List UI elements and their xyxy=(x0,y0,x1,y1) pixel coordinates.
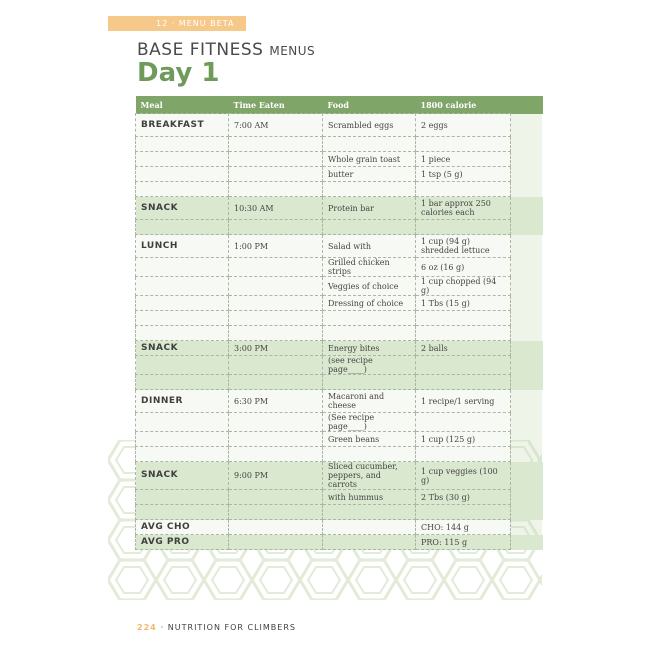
meal-cell xyxy=(136,490,229,505)
food-cell xyxy=(323,326,416,341)
amount-cell xyxy=(416,137,511,152)
food-cell xyxy=(323,505,416,520)
extra-cell xyxy=(511,341,543,356)
meal-cell: SNACK xyxy=(136,341,229,356)
table-row xyxy=(136,413,543,432)
meal-cell xyxy=(136,296,229,311)
table-row xyxy=(136,152,543,167)
extra-cell xyxy=(511,296,543,311)
meal-cell xyxy=(136,375,229,390)
amount-cell: 1 tsp (5 g) xyxy=(416,167,511,182)
time-cell xyxy=(229,447,323,462)
amount-cell xyxy=(416,375,511,390)
table-row xyxy=(136,490,543,505)
food-cell xyxy=(323,182,416,197)
food-cell: Green beans xyxy=(323,432,416,447)
food-cell: Protein bar xyxy=(323,197,416,220)
extra-cell xyxy=(511,356,543,375)
food-cell: Veggies of choice xyxy=(323,277,416,296)
extra-cell xyxy=(511,182,543,197)
time-cell xyxy=(229,167,323,182)
extra-cell xyxy=(511,413,543,432)
amount-cell: 1 cup chopped (94 g) xyxy=(416,277,511,296)
food-cell: Macaroni and cheese xyxy=(323,390,416,413)
food-cell: (See recipe page____) xyxy=(323,413,416,432)
table-row xyxy=(136,296,543,311)
extra-cell xyxy=(511,311,543,326)
food-cell: (see recipe page____) xyxy=(323,356,416,375)
time-cell xyxy=(229,296,323,311)
extra-cell xyxy=(511,390,543,413)
table-row xyxy=(136,326,543,341)
meal-cell xyxy=(136,182,229,197)
table-row xyxy=(136,356,543,375)
time-cell xyxy=(229,258,323,277)
time-cell xyxy=(229,413,323,432)
page-number: 224 xyxy=(137,623,157,632)
table-row xyxy=(136,535,543,550)
food-cell xyxy=(323,535,416,550)
day-title: Day 1 xyxy=(137,58,220,88)
table-header-row xyxy=(136,96,543,114)
amount-cell: 1 cup (94 g) shredded lettuce xyxy=(416,235,511,258)
table-row xyxy=(136,311,543,326)
meal-cell xyxy=(136,326,229,341)
page-footer xyxy=(137,623,296,632)
table-body xyxy=(136,114,543,550)
table-row xyxy=(136,235,543,258)
food-cell xyxy=(323,520,416,535)
amount-cell: 2 balls xyxy=(416,341,511,356)
header-extra xyxy=(511,96,543,114)
meal-cell: SNACK xyxy=(136,462,229,490)
extra-cell xyxy=(511,277,543,296)
meal-cell: LUNCH xyxy=(136,235,229,258)
time-cell xyxy=(229,152,323,167)
meal-cell xyxy=(136,413,229,432)
time-cell: 7:00 AM xyxy=(229,114,323,137)
amount-cell: 1 cup (125 g) xyxy=(416,432,511,447)
extra-cell xyxy=(511,167,543,182)
header-food: Food xyxy=(323,96,416,114)
time-cell xyxy=(229,220,323,235)
meal-cell xyxy=(136,152,229,167)
time-cell xyxy=(229,356,323,375)
header-meal: Meal xyxy=(136,96,229,114)
extra-cell xyxy=(511,326,543,341)
header-calorie: 1800 calorie xyxy=(416,96,511,114)
amount-cell: 2 eggs xyxy=(416,114,511,137)
food-cell: Sliced cucumber, peppers, and carrots xyxy=(323,462,416,490)
extra-cell xyxy=(511,535,543,550)
menu-table xyxy=(135,96,543,550)
food-cell xyxy=(323,311,416,326)
time-cell xyxy=(229,375,323,390)
time-cell xyxy=(229,311,323,326)
food-cell xyxy=(323,220,416,235)
time-cell xyxy=(229,505,323,520)
amount-cell xyxy=(416,447,511,462)
meal-cell xyxy=(136,356,229,375)
food-cell xyxy=(323,137,416,152)
extra-cell xyxy=(511,137,543,152)
extra-cell xyxy=(511,114,543,137)
food-cell xyxy=(323,375,416,390)
amount-cell xyxy=(416,220,511,235)
time-cell: 3:00 PM xyxy=(229,341,323,356)
header-time: Time Eaten xyxy=(229,96,323,114)
amount-cell xyxy=(416,326,511,341)
table-row xyxy=(136,277,543,296)
meal-cell xyxy=(136,137,229,152)
time-cell xyxy=(229,520,323,535)
table-row xyxy=(136,167,543,182)
time-cell xyxy=(229,182,323,197)
time-cell xyxy=(229,137,323,152)
meal-cell xyxy=(136,447,229,462)
food-cell xyxy=(323,447,416,462)
meal-cell: AVG PRO xyxy=(136,535,229,550)
heading-prefix: BASE FITNESS xyxy=(137,40,264,60)
meal-cell xyxy=(136,167,229,182)
amount-cell: 2 Tbs (30 g) xyxy=(416,490,511,505)
amount-cell xyxy=(416,182,511,197)
extra-cell xyxy=(511,462,543,490)
extra-cell xyxy=(511,235,543,258)
table-row xyxy=(136,390,543,413)
table-row xyxy=(136,182,543,197)
food-cell: with hummus xyxy=(323,490,416,505)
time-cell: 6:30 PM xyxy=(229,390,323,413)
amount-cell: 1 piece xyxy=(416,152,511,167)
extra-cell xyxy=(511,490,543,505)
table-row xyxy=(136,462,543,490)
table-row xyxy=(136,520,543,535)
extra-cell xyxy=(511,447,543,462)
extra-cell xyxy=(511,375,543,390)
time-cell: 9:00 PM xyxy=(229,462,323,490)
table-row xyxy=(136,341,543,356)
meal-cell: DINNER xyxy=(136,390,229,413)
meal-cell xyxy=(136,258,229,277)
food-cell: Salad with xyxy=(323,235,416,258)
time-cell xyxy=(229,535,323,550)
food-cell: Whole grain toast xyxy=(323,152,416,167)
meal-cell xyxy=(136,220,229,235)
meal-cell xyxy=(136,432,229,447)
time-cell: 1:00 PM xyxy=(229,235,323,258)
heading-suffix: MENUS xyxy=(269,44,316,58)
food-cell: butter xyxy=(323,167,416,182)
amount-cell xyxy=(416,311,511,326)
table-row xyxy=(136,220,543,235)
food-cell: Scrambled eggs xyxy=(323,114,416,137)
book-title: · NUTRITION FOR CLIMBERS xyxy=(160,623,296,632)
extra-cell xyxy=(511,520,543,535)
amount-cell: 6 oz (16 g) xyxy=(416,258,511,277)
table-row xyxy=(136,114,543,137)
menu-heading xyxy=(137,40,315,60)
amount-cell: PRO: 115 g xyxy=(416,535,511,550)
meal-cell xyxy=(136,277,229,296)
amount-cell: 1 cup veggies (100 g) xyxy=(416,462,511,490)
time-cell: 10:30 AM xyxy=(229,197,323,220)
meal-cell: SNACK xyxy=(136,197,229,220)
food-cell: Grilled chicken strips xyxy=(323,258,416,277)
amount-cell xyxy=(416,505,511,520)
meal-cell xyxy=(136,505,229,520)
extra-cell xyxy=(511,432,543,447)
extra-cell xyxy=(511,505,543,520)
time-cell xyxy=(229,490,323,505)
table-row xyxy=(136,505,543,520)
food-cell: Dressing of choice xyxy=(323,296,416,311)
meal-cell: BREAKFAST xyxy=(136,114,229,137)
amount-cell: 1 Tbs (15 g) xyxy=(416,296,511,311)
table-row xyxy=(136,447,543,462)
meal-cell: AVG CHO xyxy=(136,520,229,535)
amount-cell: 1 recipe/1 serving xyxy=(416,390,511,413)
extra-cell xyxy=(511,220,543,235)
chapter-tab: 12 · MENU BETA xyxy=(108,16,246,31)
amount-cell xyxy=(416,356,511,375)
table-row xyxy=(136,432,543,447)
extra-cell xyxy=(511,152,543,167)
time-cell xyxy=(229,326,323,341)
food-cell: Energy bites xyxy=(323,341,416,356)
amount-cell: CHO: 144 g xyxy=(416,520,511,535)
amount-cell xyxy=(416,413,511,432)
extra-cell xyxy=(511,258,543,277)
meal-cell xyxy=(136,311,229,326)
extra-cell xyxy=(511,197,543,220)
time-cell xyxy=(229,277,323,296)
table-row xyxy=(136,197,543,220)
table-row xyxy=(136,137,543,152)
table-row xyxy=(136,258,543,277)
amount-cell: 1 bar approx 250 calories each xyxy=(416,197,511,220)
table-row xyxy=(136,375,543,390)
time-cell xyxy=(229,432,323,447)
